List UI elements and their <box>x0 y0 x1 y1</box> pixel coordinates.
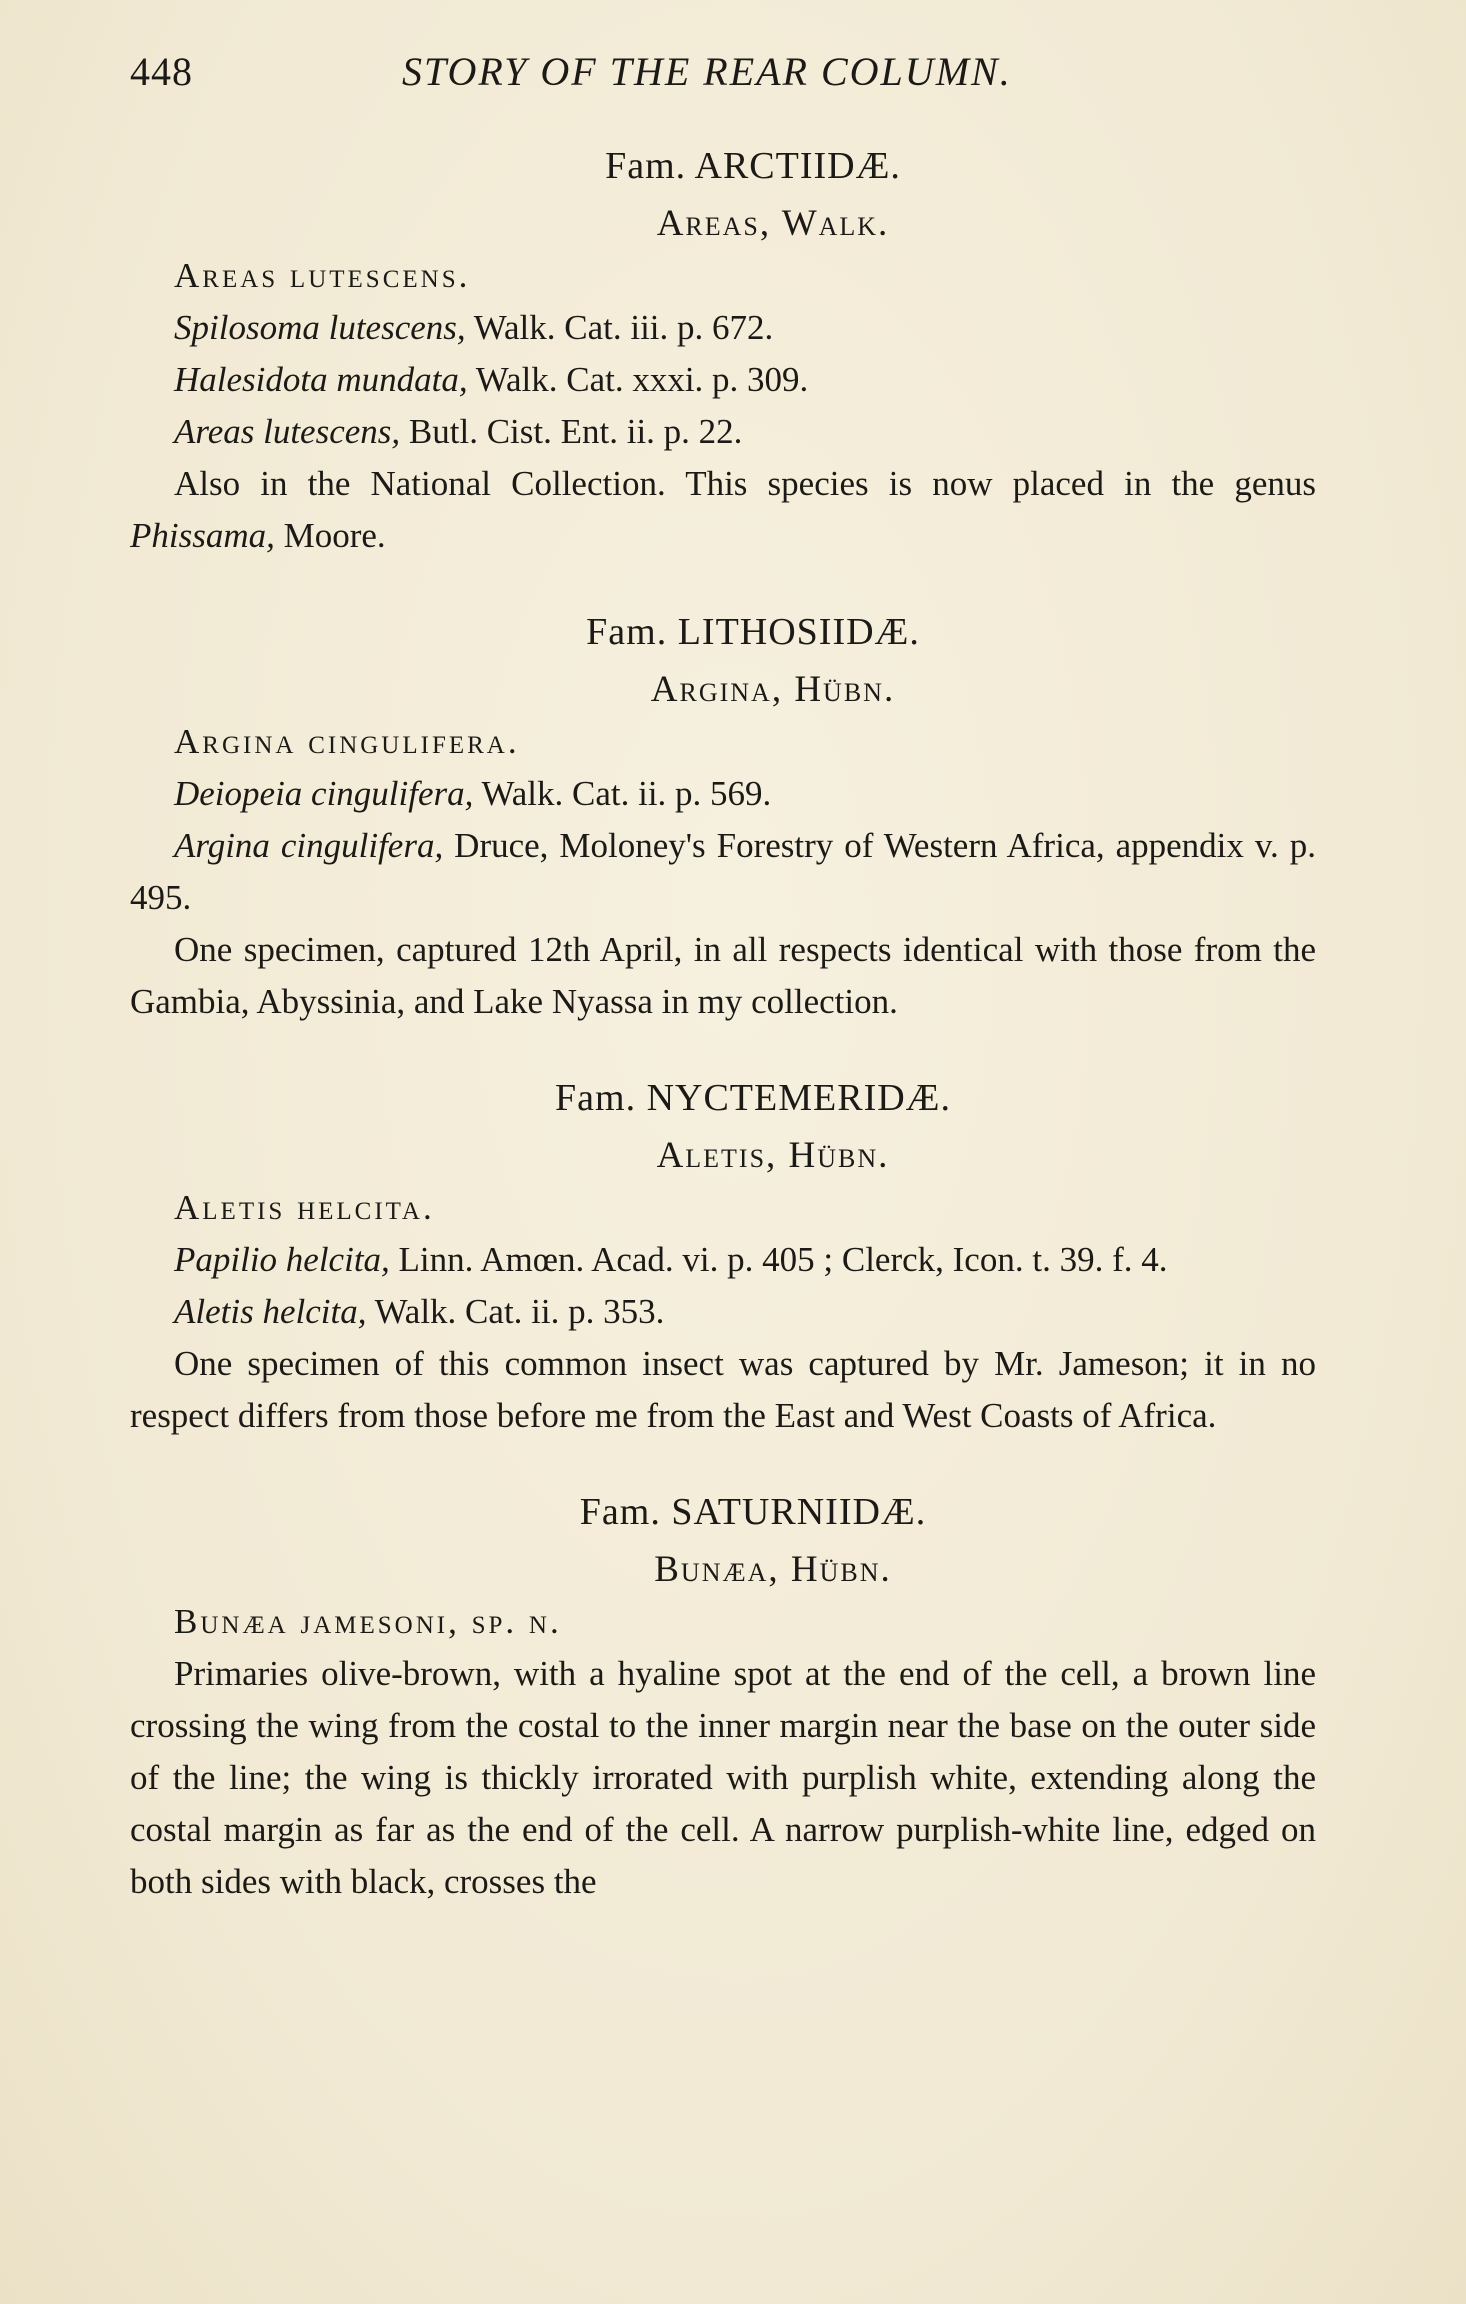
page-header <box>130 48 1316 108</box>
synonym-line <box>130 820 1316 924</box>
species-heading: Aletis helcita. <box>174 1188 435 1227</box>
synonym-reference: Butl. Cist. Ent. ii. p. 22. <box>400 412 743 451</box>
species-heading: Argina cingulifera. <box>174 722 520 761</box>
synonym-name: Papilio helcita, <box>174 1240 390 1279</box>
genus-heading: Aletis, Hübn. <box>656 1135 890 1176</box>
synonym-name: Halesidota mundata, <box>174 360 468 399</box>
synonym-name: Aletis helcita, <box>174 1292 367 1331</box>
genus-heading: Argina, Hübn. <box>650 669 896 710</box>
note-paragraph: One specimen, captured 12th April, in all respects identical with those from the Gambia, Abyssinia, and Lake Nyassa in my collection. <box>130 930 1316 1021</box>
synonym-line <box>130 354 1316 406</box>
synonym-line <box>130 406 1316 458</box>
family-heading: Fam. NYCTEMERIDÆ. <box>555 1077 951 1119</box>
synonym-line <box>130 302 1316 354</box>
synonym-name: Deiopeia cingulifera, <box>174 774 474 813</box>
section-gap <box>130 1028 1316 1062</box>
synonym-line <box>130 768 1316 820</box>
section-saturniidae <box>130 1486 1316 1908</box>
page-number: 448 <box>130 49 193 94</box>
section-nyctemeridae <box>130 1072 1316 1442</box>
synonym-name: Spilosoma lutescens, <box>174 308 466 347</box>
section-gap <box>130 562 1316 596</box>
note-paragraph <box>130 458 1316 562</box>
family-heading: Fam. SATURNIIDÆ. <box>579 1491 927 1533</box>
section-arctiidae <box>130 140 1316 562</box>
genus-heading: Bunæa, Hübn. <box>654 1549 892 1590</box>
family-heading: Fam. ARCTIIDÆ. <box>605 145 901 187</box>
description-paragraph: Primaries olive-brown, with a hyaline spot at the end of the cell, a brown line crossing the wing from the costal to the inner margin near the base on the outer side of the line; the wing is thickly irrorated with purplish white, extending along the costal margin as far as the end of the cell. A narrow purplish-white line, edged on both sides with black, crosses the <box>130 1654 1316 1901</box>
synonym-line <box>130 1286 1316 1338</box>
synonym-reference: Walk. Cat. ii. p. 569. <box>473 774 772 813</box>
note-text: Also in the National Collection. This species is now placed in the genus <box>174 464 1316 503</box>
running-title: STORY OF THE REAR COLUMN. <box>402 49 1012 94</box>
synonym-reference: Walk. Cat. xxxi. p. 309. <box>467 360 809 399</box>
synonym-name: Argina cingulifera, <box>174 826 444 865</box>
section-gap <box>130 1442 1316 1476</box>
genus-heading: Areas, Walk. <box>656 203 890 244</box>
species-heading: Bunæa jamesoni, sp. n. <box>174 1602 562 1641</box>
synonym-reference: Walk. Cat. iii. p. 672. <box>465 308 774 347</box>
synonym-reference: Druce, Moloney's Forestry of Western Africa, appendix v. p. 495. <box>130 826 1316 917</box>
note-paragraph: One specimen of this common insect was captured by Mr. Jameson; it in no respect differs from those before me from the East and West Coasts of Africa. <box>130 1344 1316 1435</box>
species-heading: Areas lutescens. <box>174 256 471 295</box>
synonym-reference: Linn. Amœn. Acad. vi. p. 405 ; Clerck, Icon. t. 39. f. 4. <box>389 1240 1168 1279</box>
family-heading: Fam. LITHOSIIDÆ. <box>586 611 920 653</box>
note-author: Moore. <box>274 516 386 555</box>
note-genus-name: Phissama, <box>130 516 275 555</box>
synonym-line <box>130 1234 1316 1286</box>
synonym-reference: Walk. Cat. ii. p. 353. <box>366 1292 665 1331</box>
section-lithosiidae <box>130 606 1316 1028</box>
synonym-name: Areas lutescens, <box>174 412 401 451</box>
